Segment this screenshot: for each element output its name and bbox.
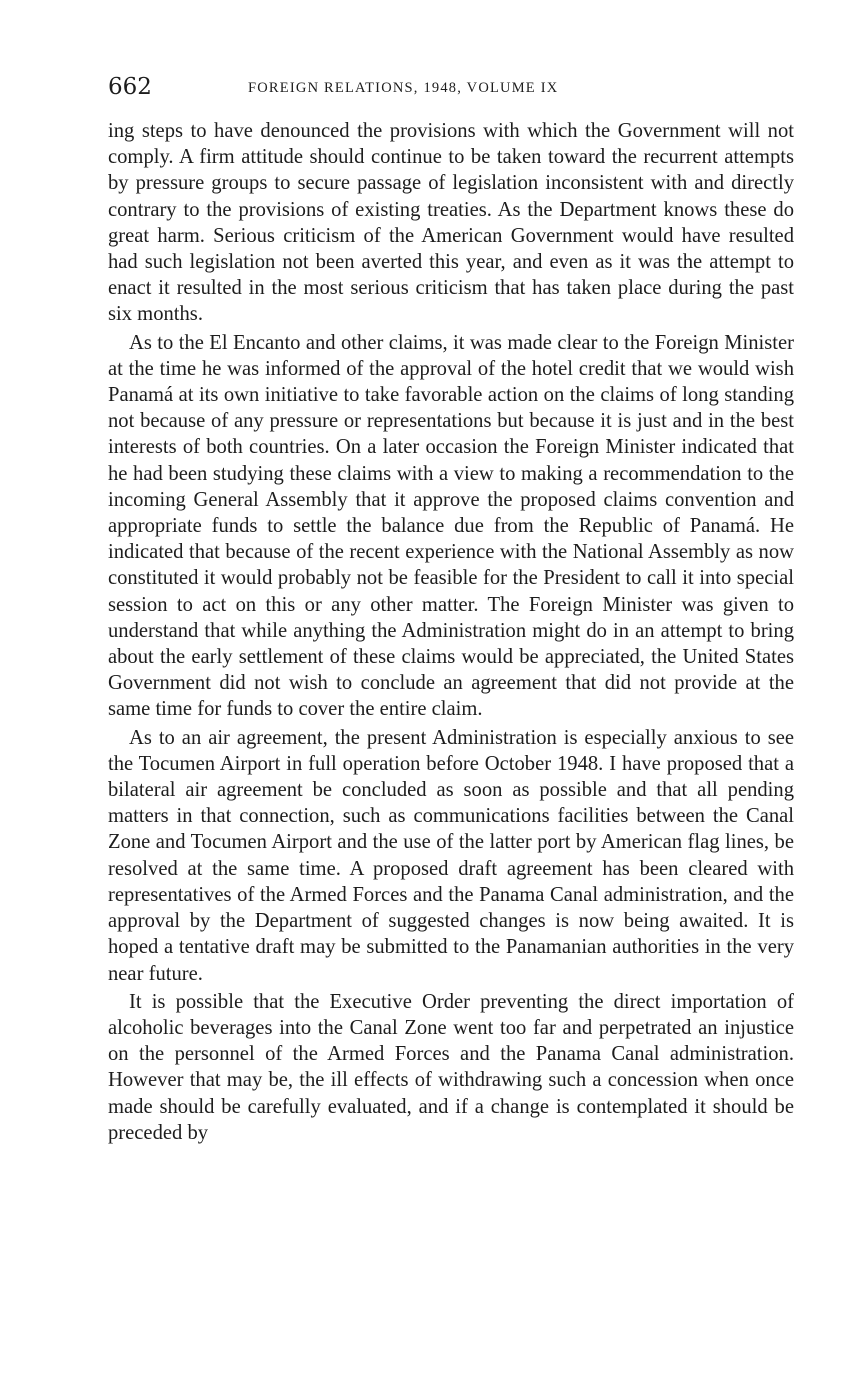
paragraph-claims: As to the El Encanto and other claims, it was made clear to the Foreign Minister at the time he was informed of the approval of the hotel credit that we would wish Panamá at its own initiative to take favorable action on the claims of long standing not because of any pressure or representations but because it is just and in the best interests of both countries. On a later occasion the Foreign Minister indicated that he had been studying these claims with a view to making a recommendation to the incoming General Assembly that it approve the proposed claims convention and appropriate funds to settle the balance due from the Republic of Panamá. He indicated that because of the recent experience with the National Assembly as now constituted it would probably not be feasible for the President to call it into special session to act on this or any other matter. The Foreign Minister was given to understand that while anything the Administration might do in an attempt to bring about the early settlement of these claims would be appreciated, the United States Government did not wish to conclude an agreement that did not provide at the same time for funds to cover the entire claim. [108, 331, 794, 721]
running-title: FOREIGN RELATIONS, 1948, VOLUME IX [248, 80, 559, 96]
running-head [108, 72, 794, 102]
page-number: 662 [108, 74, 152, 100]
paragraph-continuation: ing steps to have denounced the provisions with which the Government will not comply. A firm attitude should continue to be taken toward the recurrent attempts by pressure groups to secure passage of legislation inconsistent with and directly contrary to the provisions of existing treaties. As the Department knows these do great harm. Serious criticism of the American Government would have resulted had such legislation not been averted this year, and even as it was the attempt to enact it resulted in the most serious criticism that has taken place during the past six months. [108, 120, 794, 326]
paragraph-air-agreement: As to an air agreement, the present Administration is especially anxious to see the Tocumen Airport in full operation before October 1948. I have proposed that a bilateral air agreement be concluded as soon as possible and that all pending matters in that connection, such as communications facilities between the Canal Zone and Tocumen Airport and the use of the latter port by American flag lines, be resolved at the same time. A proposed draft agreement has been cleared with representatives of the Armed Forces and the Panama Canal administration, and the approval by the Department of suggested changes is now being awaited. It is hoped a tentative draft may be submitted to the Panamanian authorities in the very near future. [108, 726, 794, 985]
body-text [108, 118, 794, 1146]
paragraph-executive-order: It is possible that the Executive Order preventing the direct importation of alcoholic beverages into the Canal Zone went too far and perpetrated an injustice on the personnel of the Armed Forces and the Panama Canal administration. However that may be, the ill effects of withdrawing such a concession when once made should be carefully evaluated, and if a change is contemplated it should be preceded by [108, 990, 794, 1144]
